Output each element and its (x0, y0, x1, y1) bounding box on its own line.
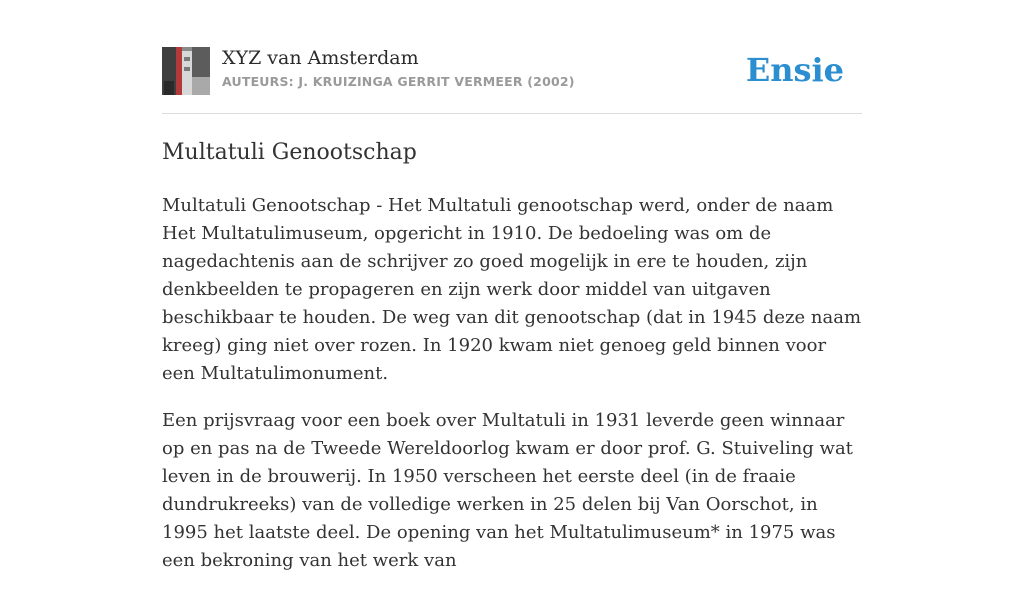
article-title: Multatuli Genootschap (162, 140, 417, 165)
source-header (162, 46, 862, 114)
book-cover-icon (162, 47, 210, 95)
source-authors: AUTEURS: J. KRUIZINGA GERRIT VERMEER (2002) (222, 74, 575, 89)
article-body (162, 192, 862, 575)
article-card (162, 46, 862, 594)
article-paragraph: Multatuli Genootschap - Het Multatuli genootschap werd, onder de naam Het Multatulimuseum, opgericht in 1910. De bedoeling was om de nagedachtenis aan de schrijver zo goed mogelijk in ere te houden, zijn denkbeelden te propageren en zijn werk door middel van uitgaven beschikbaar te houden. De weg van dit genootschap (dat in 1945 deze naam kreeg) ging niet over rozen. In 1920 kwam niet genoeg geld binnen voor een Multatulimonument. (162, 195, 862, 384)
article-paragraph: Een prijsvraag voor een boek over Multatuli in 1931 leverde geen winnaar op en pas na de Tweede Wereldoorlog kwam er door prof. G. Stuiveling wat leven in de brouwerij. In 1950 verscheen het eerste deel (in de fraaie dundrukreeks) van de volledige werken in 25 delen bij Van Oorschot, in 1995 het laatste deel. De opening van het Multatulimuseum* in 1975 was een bekroning van het werk van (162, 410, 853, 571)
source-title[interactable]: XYZ van Amsterdam (222, 47, 419, 69)
ensie-logo[interactable]: Ensie (745, 51, 844, 89)
book-cover-avatar[interactable] (162, 47, 210, 95)
